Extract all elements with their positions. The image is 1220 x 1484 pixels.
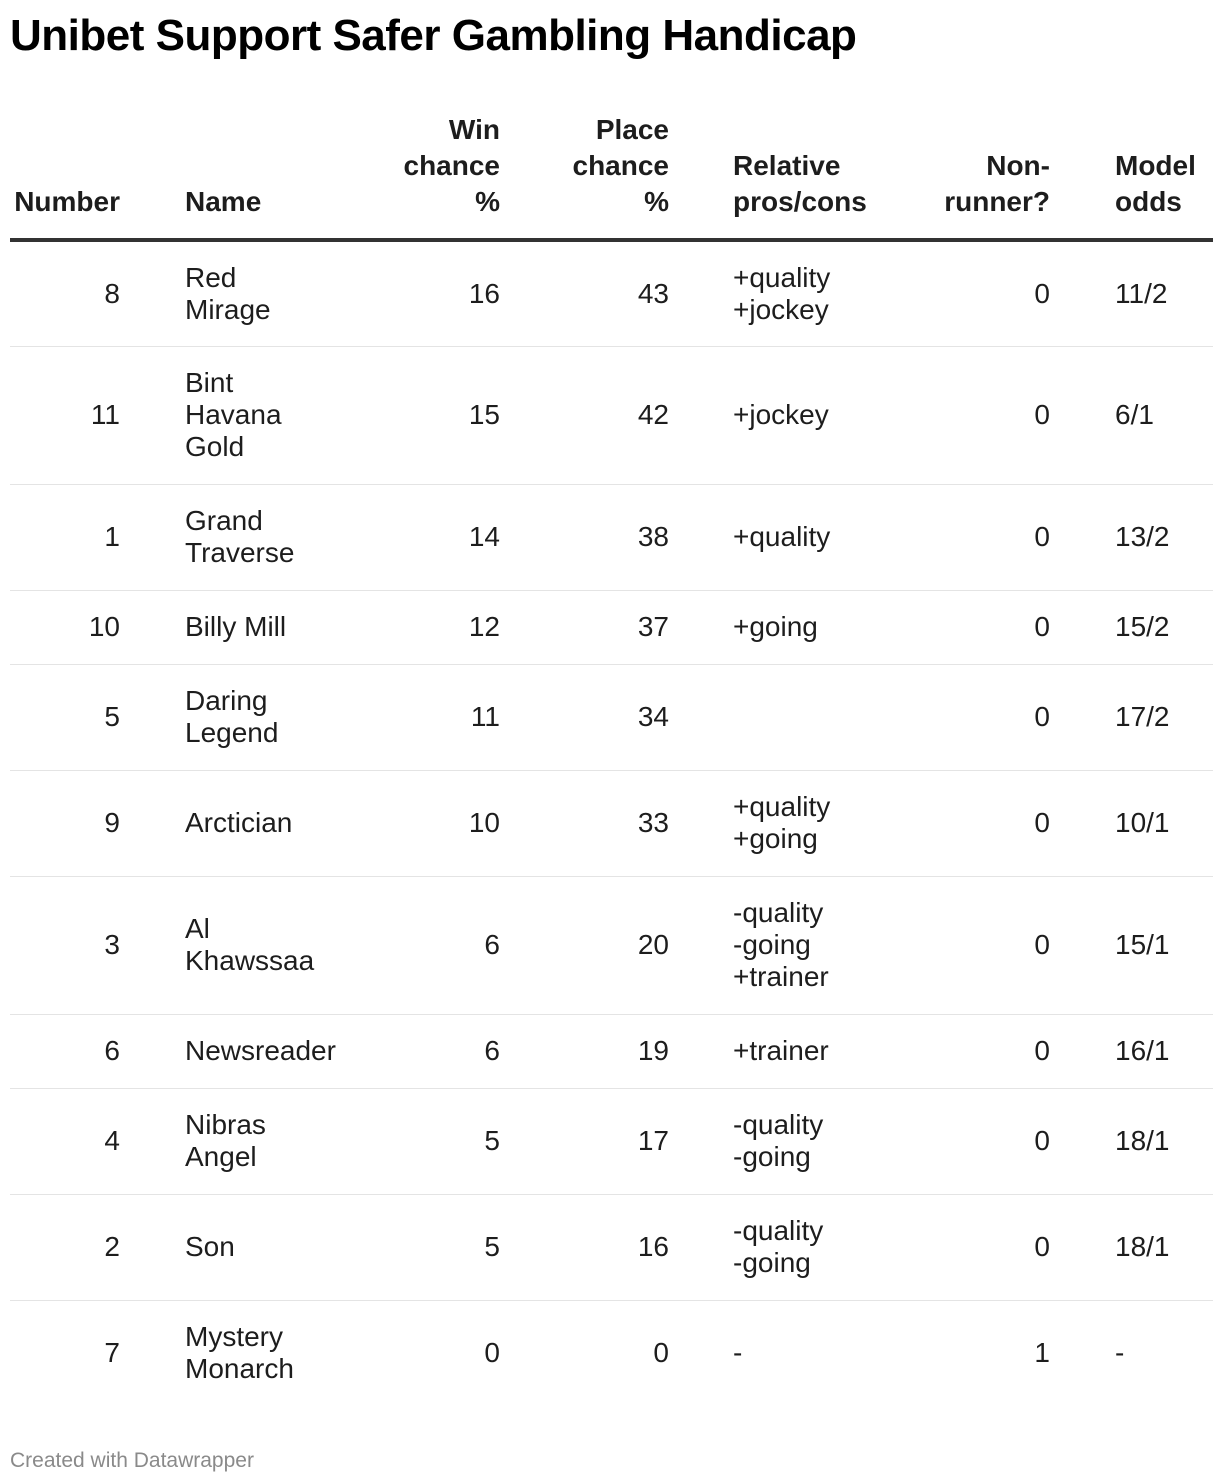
table-row xyxy=(10,590,1213,664)
cell-non-runner: 1 xyxy=(1034,1337,1050,1369)
cell-pros-cons: +quality +jockey xyxy=(669,240,903,346)
cell-win-chance: 6 xyxy=(335,1014,500,1088)
cell-pros-cons: - xyxy=(733,1337,743,1369)
table-row xyxy=(10,770,1213,876)
cell-number: 6 xyxy=(10,1014,120,1088)
cell-place-chance: 33 xyxy=(500,770,669,876)
cell-model-odds: - xyxy=(1115,1337,1125,1369)
cell-number: 7 xyxy=(104,1337,120,1369)
cell-number: 11 xyxy=(10,346,120,484)
cell-win-chance: 5 xyxy=(335,1088,500,1194)
header-number[interactable]: Number xyxy=(10,112,120,240)
header-relative-pros-cons[interactable]: Relative pros/cons xyxy=(669,112,903,240)
cell-model-odds: 11/2 xyxy=(1050,240,1213,346)
cell-non-runner: 0 xyxy=(903,346,1050,484)
cell-place-chance: 20 xyxy=(500,876,669,1014)
cell-pros-cons: +quality xyxy=(669,484,903,590)
cell-model-odds: 13/2 xyxy=(1050,484,1213,590)
cell-place-chance: 43 xyxy=(500,240,669,346)
cell-model-odds: 18/1 xyxy=(1050,1088,1213,1194)
table-row xyxy=(10,1300,1213,1406)
cell-horse-name: Bint Havana Gold xyxy=(120,346,335,484)
cell-horse-name: Al Khawssaa xyxy=(120,876,335,1014)
cell-non-runner: 0 xyxy=(903,1088,1050,1194)
cell-horse-name: Billy Mill xyxy=(120,590,335,664)
cell-win-chance: 0 xyxy=(484,1337,500,1369)
table-row xyxy=(10,1088,1213,1194)
cell-pros-cons: -quality -going +trainer xyxy=(669,876,903,1014)
cell-horse-name: Arctician xyxy=(120,770,335,876)
cell-model-odds: 17/2 xyxy=(1050,664,1213,770)
cell-pros-cons: -quality -going xyxy=(669,1194,903,1300)
table-row xyxy=(10,664,1213,770)
header-win-chance[interactable]: Win chance % xyxy=(335,112,500,240)
cell-place-chance: 38 xyxy=(500,484,669,590)
header-non-runner[interactable]: Non- runner? xyxy=(903,112,1050,240)
cell-non-runner: 0 xyxy=(903,876,1050,1014)
cell-horse-name: Nibras Angel xyxy=(120,1088,335,1194)
table-header-row xyxy=(10,112,1213,240)
cell-horse-name: Grand Traverse xyxy=(120,484,335,590)
cell-number: 5 xyxy=(10,664,120,770)
cell-model-odds: 10/1 xyxy=(1050,770,1213,876)
cell-pros-cons xyxy=(669,664,903,770)
cell-non-runner: 0 xyxy=(903,664,1050,770)
cell-pros-cons: +jockey xyxy=(669,346,903,484)
odds-table-container xyxy=(10,112,1210,1406)
cell-place-chance: 34 xyxy=(500,664,669,770)
table-row xyxy=(10,346,1213,484)
cell-pros-cons: +trainer xyxy=(669,1014,903,1088)
cell-pros-cons: +going xyxy=(669,590,903,664)
cell-number: 3 xyxy=(10,876,120,1014)
cell-number: 10 xyxy=(10,590,120,664)
table-row xyxy=(10,240,1213,346)
table-body xyxy=(10,240,1213,1406)
cell-win-chance: 6 xyxy=(335,876,500,1014)
cell-number: 1 xyxy=(10,484,120,590)
cell-number: 4 xyxy=(10,1088,120,1194)
chart-title: Unibet Support Safer Gambling Handicap xyxy=(10,11,857,60)
cell-win-chance: 12 xyxy=(335,590,500,664)
table-row xyxy=(10,1014,1213,1088)
cell-non-runner: 0 xyxy=(903,770,1050,876)
cell-horse-name: Mystery Monarch xyxy=(185,1321,294,1385)
cell-pros-cons: -quality -going xyxy=(669,1088,903,1194)
cell-number: 9 xyxy=(10,770,120,876)
header-model-odds[interactable]: Model odds xyxy=(1050,112,1213,240)
cell-win-chance: 14 xyxy=(335,484,500,590)
table-row xyxy=(10,484,1213,590)
header-name[interactable]: Name xyxy=(120,112,335,240)
datawrapper-credit: Created with Datawrapper xyxy=(10,1449,254,1472)
cell-place-chance: 37 xyxy=(500,590,669,664)
cell-horse-name: Daring Legend xyxy=(120,664,335,770)
cell-model-odds: 6/1 xyxy=(1050,346,1213,484)
cell-number: 2 xyxy=(10,1194,120,1300)
cell-non-runner: 0 xyxy=(903,1014,1050,1088)
header-place-chance[interactable]: Place chance % xyxy=(500,112,669,240)
cell-win-chance: 16 xyxy=(335,240,500,346)
cell-place-chance: 17 xyxy=(500,1088,669,1194)
cell-place-chance: 19 xyxy=(500,1014,669,1088)
cell-win-chance: 10 xyxy=(335,770,500,876)
cell-win-chance: 11 xyxy=(335,664,500,770)
cell-horse-name: Son xyxy=(120,1194,335,1300)
cell-non-runner: 0 xyxy=(903,1194,1050,1300)
cell-win-chance: 5 xyxy=(335,1194,500,1300)
cell-model-odds: 18/1 xyxy=(1050,1194,1213,1300)
cell-place-chance: 0 xyxy=(653,1337,669,1369)
table-row xyxy=(10,1194,1213,1300)
table-row xyxy=(10,876,1213,1014)
cell-horse-name: Newsreader xyxy=(120,1014,335,1088)
cell-non-runner: 0 xyxy=(903,590,1050,664)
cell-model-odds: 15/2 xyxy=(1050,590,1213,664)
cell-place-chance: 42 xyxy=(500,346,669,484)
cell-number: 8 xyxy=(10,240,120,346)
odds-table xyxy=(10,112,1213,1406)
cell-pros-cons: +quality +going xyxy=(669,770,903,876)
cell-win-chance: 15 xyxy=(335,346,500,484)
cell-non-runner: 0 xyxy=(903,240,1050,346)
cell-place-chance: 16 xyxy=(500,1194,669,1300)
cell-horse-name: Red Mirage xyxy=(120,240,335,346)
cell-model-odds: 15/1 xyxy=(1050,876,1213,1014)
cell-non-runner: 0 xyxy=(903,484,1050,590)
cell-model-odds: 16/1 xyxy=(1050,1014,1213,1088)
